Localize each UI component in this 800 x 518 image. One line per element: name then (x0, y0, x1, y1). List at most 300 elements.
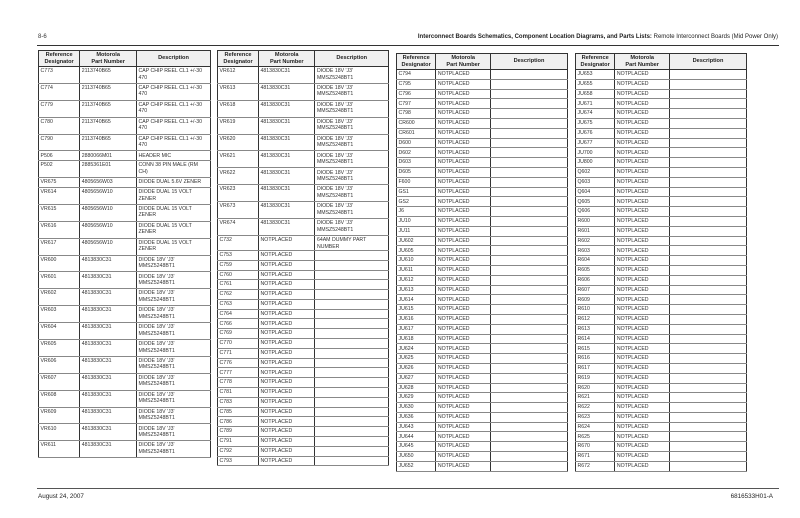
cell-description: CAP CHIP REEL CL1 +/-30 470 (137, 67, 211, 84)
cell-part-number: NOTPLACED (615, 216, 670, 226)
table-header-row (218, 51, 389, 67)
cell-description (491, 128, 568, 138)
table-row (576, 128, 747, 138)
cell-description (491, 167, 568, 177)
cell-description (670, 70, 747, 80)
cell-reference-designator: GS1 (397, 187, 436, 197)
cell-description (491, 158, 568, 168)
table-row (397, 148, 568, 158)
table-row (397, 314, 568, 324)
cell-description (491, 285, 568, 295)
col-header-reference-designator: Reference Designator (576, 54, 615, 70)
cell-reference-designator: R616 (576, 354, 615, 364)
footer-date: August 24, 2007 (38, 493, 84, 500)
cell-part-number: NOTPLACED (615, 148, 670, 158)
cell-reference-designator: JU627 (397, 373, 436, 383)
table-row (397, 158, 568, 168)
cell-description (670, 373, 747, 383)
cell-reference-designator: VR607 (39, 373, 80, 390)
table-row (576, 118, 747, 128)
cell-description (670, 383, 747, 393)
cell-part-number: NOTPLACED (436, 344, 491, 354)
table-row (576, 197, 747, 207)
table-row (576, 79, 747, 89)
table-row (397, 89, 568, 99)
parts-table-3 (396, 53, 568, 472)
cell-description: DIODE 18V 'J3' MMSZ5248BT1 (137, 373, 211, 390)
cell-reference-designator: JU629 (397, 393, 436, 403)
cell-part-number: NOTPLACED (436, 324, 491, 334)
cell-reference-designator: C766 (218, 319, 259, 329)
cell-description (670, 216, 747, 226)
cell-part-number: NOTPLACED (615, 158, 670, 168)
table-row (397, 128, 568, 138)
cell-reference-designator: C791 (218, 437, 259, 447)
cell-reference-designator: JU624 (397, 344, 436, 354)
cell-reference-designator: VR619 (218, 117, 259, 134)
table-row (39, 238, 211, 255)
cell-part-number: NOTPLACED (259, 368, 315, 378)
table-row (218, 260, 389, 270)
cell-part-number: NOTPLACED (436, 216, 491, 226)
cell-description: HEADER MIC (137, 151, 211, 161)
cell-part-number: 4813830C31 (259, 117, 315, 134)
cell-part-number: NOTPLACED (615, 383, 670, 393)
cell-description (670, 422, 747, 432)
table-row (576, 207, 747, 217)
cell-reference-designator: R622 (576, 403, 615, 413)
col-header-part-number: Motorola Part Number (259, 51, 315, 67)
cell-description (315, 290, 389, 300)
cell-part-number: NOTPLACED (436, 89, 491, 99)
table-row (397, 334, 568, 344)
cell-reference-designator: C770 (218, 339, 259, 349)
cell-reference-designator: C794 (397, 70, 436, 80)
table-row (397, 373, 568, 383)
cell-part-number: NOTPLACED (615, 226, 670, 236)
cell-description (491, 412, 568, 422)
cell-reference-designator: R613 (576, 324, 615, 334)
cell-description: DIODE 18V 'J3' MMSZ5248BT1 (315, 168, 389, 185)
cell-reference-designator: VR623 (218, 185, 259, 202)
table-row (39, 221, 211, 238)
cell-description (670, 324, 747, 334)
cell-description (315, 417, 389, 427)
table-row (218, 219, 389, 236)
table-row (576, 314, 747, 324)
cell-part-number: 4813830C31 (259, 134, 315, 151)
cell-description (491, 295, 568, 305)
cell-part-number: NOTPLACED (615, 422, 670, 432)
cell-part-number: 4805656W10 (80, 187, 137, 204)
cell-description (491, 354, 568, 364)
cell-part-number: NOTPLACED (259, 260, 315, 270)
table-row (397, 226, 568, 236)
table-row (218, 117, 389, 134)
cell-reference-designator: D600 (397, 138, 436, 148)
cell-part-number: NOTPLACED (615, 461, 670, 471)
table-row (218, 100, 389, 117)
table-row (39, 100, 211, 117)
cell-reference-designator: C783 (218, 397, 259, 407)
table-row (397, 461, 568, 471)
table-row (576, 70, 747, 80)
table-row (576, 109, 747, 119)
table-row (576, 354, 747, 364)
cell-part-number: NOTPLACED (615, 305, 670, 315)
cell-reference-designator: JU675 (576, 118, 615, 128)
cell-part-number: NOTPLACED (615, 167, 670, 177)
table-row (218, 339, 389, 349)
cell-part-number: NOTPLACED (615, 89, 670, 99)
cell-part-number: NOTPLACED (436, 187, 491, 197)
cell-description: DIODE DUAL 15 VOLT ZENER (137, 204, 211, 221)
table-row (576, 305, 747, 315)
cell-description (315, 456, 389, 466)
cell-reference-designator: JU11 (397, 226, 436, 236)
cell-reference-designator: Q606 (576, 207, 615, 217)
cell-description (670, 177, 747, 187)
cell-description (670, 256, 747, 266)
table-row (397, 432, 568, 442)
cell-description: DIODE 18V 'J3' MMSZ5248BT1 (315, 67, 389, 84)
cell-description: DIODE 18V 'J3' MMSZ5248BT1 (137, 289, 211, 306)
cell-description (315, 270, 389, 280)
table-row (397, 79, 568, 89)
cell-description (491, 393, 568, 403)
cell-reference-designator: C789 (218, 427, 259, 437)
col-header-description: Description (315, 51, 389, 67)
cell-description (491, 79, 568, 89)
cell-reference-designator: D603 (397, 158, 436, 168)
cell-description (670, 207, 747, 217)
cell-part-number: NOTPLACED (615, 99, 670, 109)
cell-reference-designator: VR611 (39, 441, 80, 458)
cell-reference-designator: C793 (218, 456, 259, 466)
cell-description (670, 99, 747, 109)
table-row (218, 235, 389, 250)
table-row (576, 187, 747, 197)
cell-reference-designator: J6 (397, 207, 436, 217)
cell-reference-designator: VR674 (218, 219, 259, 236)
cell-reference-designator: VR614 (39, 187, 80, 204)
cell-reference-designator: JU614 (397, 295, 436, 305)
cell-reference-designator: VR622 (218, 168, 259, 185)
cell-reference-designator: R603 (576, 246, 615, 256)
cell-description: DIODE DUAL 15 VOLT ZENER (137, 238, 211, 255)
table-row (39, 323, 211, 340)
cell-part-number: 4813830C31 (80, 424, 137, 441)
cell-reference-designator: Q602 (576, 167, 615, 177)
cell-reference-designator: P502 (39, 161, 80, 178)
table-row (397, 177, 568, 187)
cell-part-number: NOTPLACED (615, 334, 670, 344)
cell-reference-designator: JU615 (397, 305, 436, 315)
cell-reference-designator: JU644 (397, 432, 436, 442)
table-row (39, 178, 211, 188)
cell-reference-designator: GS2 (397, 197, 436, 207)
table-row (576, 363, 747, 373)
cell-part-number: NOTPLACED (259, 437, 315, 447)
cell-description (315, 437, 389, 447)
cell-reference-designator: VR610 (39, 424, 80, 441)
table-row (576, 452, 747, 462)
cell-description (315, 329, 389, 339)
table-row (397, 236, 568, 246)
cell-description: DIODE DUAL 5.6V ZENER (137, 178, 211, 188)
cell-part-number: 4813830C31 (259, 151, 315, 168)
table-row (218, 168, 389, 185)
page-header-title (418, 34, 778, 40)
cell-reference-designator: R624 (576, 422, 615, 432)
cell-description (491, 265, 568, 275)
cell-description: DIODE DUAL 15 VOLT ZENER (137, 221, 211, 238)
cell-reference-designator: Q605 (576, 197, 615, 207)
cell-description: CAP CHIP REEL CL1 +/-30 470 (137, 100, 211, 117)
cell-description (491, 89, 568, 99)
cell-description (491, 256, 568, 266)
cell-part-number: NOTPLACED (259, 299, 315, 309)
cell-reference-designator: VR603 (39, 306, 80, 323)
cell-part-number: NOTPLACED (436, 442, 491, 452)
cell-reference-designator: R601 (576, 226, 615, 236)
cell-reference-designator: JU671 (576, 99, 615, 109)
table-row (397, 256, 568, 266)
cell-reference-designator: R617 (576, 363, 615, 373)
cell-part-number: 4813830C31 (80, 441, 137, 458)
cell-part-number: NOTPLACED (436, 412, 491, 422)
cell-part-number: NOTPLACED (436, 461, 491, 471)
table-row (576, 148, 747, 158)
cell-description (670, 354, 747, 364)
table-row (39, 356, 211, 373)
table-row (218, 134, 389, 151)
cell-description (315, 407, 389, 417)
cell-reference-designator: R671 (576, 452, 615, 462)
cell-reference-designator: C763 (218, 299, 259, 309)
table-row (39, 390, 211, 407)
col-header-description: Description (491, 54, 568, 70)
cell-part-number: 4813830C31 (80, 356, 137, 373)
table-row (576, 403, 747, 413)
cell-part-number: NOTPLACED (436, 422, 491, 432)
cell-reference-designator: R602 (576, 236, 615, 246)
cell-reference-designator: CR600 (397, 118, 436, 128)
cell-reference-designator: VR612 (218, 67, 259, 84)
cell-part-number: NOTPLACED (436, 373, 491, 383)
cell-description (670, 167, 747, 177)
cell-reference-designator: C774 (39, 83, 80, 100)
col-header-description: Description (670, 54, 747, 70)
cell-reference-designator: VR618 (218, 100, 259, 117)
cell-reference-designator: P506 (39, 151, 80, 161)
cell-description (315, 397, 389, 407)
cell-reference-designator: R609 (576, 295, 615, 305)
table-row (397, 187, 568, 197)
cell-reference-designator: JU617 (397, 324, 436, 334)
cell-part-number: NOTPLACED (615, 442, 670, 452)
cell-part-number: NOTPLACED (436, 70, 491, 80)
table-row (39, 306, 211, 323)
cell-part-number: NOTPLACED (615, 265, 670, 275)
cell-description: DIODE 18V 'J3' MMSZ5248BT1 (137, 339, 211, 356)
cell-description: DIODE 18V 'J3' MMSZ5248BT1 (137, 390, 211, 407)
cell-part-number: NOTPLACED (615, 197, 670, 207)
table-row (576, 236, 747, 246)
cell-description (491, 99, 568, 109)
cell-description (491, 383, 568, 393)
cell-part-number: 4813830C31 (259, 67, 315, 84)
cell-description: DIODE 18V 'J3' MMSZ5248BT1 (315, 202, 389, 219)
header-title-bold: Interconnect Boards Schematics, Component Location Diagrams, and Parts Lists: (417, 34, 652, 40)
cell-part-number: NOTPLACED (259, 388, 315, 398)
cell-description (315, 427, 389, 437)
cell-part-number: NOTPLACED (436, 138, 491, 148)
table-row (218, 319, 389, 329)
footer-rule (37, 488, 779, 489)
cell-reference-designator: C773 (39, 67, 80, 84)
table-row (39, 204, 211, 221)
cell-reference-designator: VR613 (218, 83, 259, 100)
cell-description: DIODE 18V 'J3' MMSZ5248BT1 (315, 151, 389, 168)
cell-reference-designator: VR609 (39, 407, 80, 424)
cell-part-number: NOTPLACED (615, 256, 670, 266)
cell-reference-designator: C798 (397, 109, 436, 119)
cell-part-number: NOTPLACED (259, 319, 315, 329)
table-row (576, 461, 747, 471)
table-row (39, 134, 211, 151)
table-row (39, 151, 211, 161)
table-row (397, 167, 568, 177)
cell-part-number: NOTPLACED (436, 354, 491, 364)
table-row (39, 424, 211, 441)
cell-reference-designator: JU613 (397, 285, 436, 295)
table-row (397, 383, 568, 393)
cell-description (315, 388, 389, 398)
cell-description (491, 403, 568, 413)
table-row (39, 161, 211, 178)
table-row (218, 388, 389, 398)
cell-reference-designator: C796 (397, 89, 436, 99)
cell-part-number: NOTPLACED (615, 275, 670, 285)
table-row (218, 151, 389, 168)
cell-description (491, 373, 568, 383)
table-row (397, 118, 568, 128)
header-title-normal: Remote Interconnect Boards (Mid Power Only) (653, 34, 778, 40)
table-row (218, 368, 389, 378)
cell-reference-designator: R612 (576, 314, 615, 324)
cell-reference-designator: C753 (218, 250, 259, 260)
cell-description (670, 452, 747, 462)
cell-part-number: 2113740B65 (80, 134, 137, 151)
cell-part-number: NOTPLACED (436, 167, 491, 177)
cell-reference-designator: R605 (576, 265, 615, 275)
cell-part-number: NOTPLACED (615, 70, 670, 80)
cell-description (491, 324, 568, 334)
table-row (218, 358, 389, 368)
table-row (218, 456, 389, 466)
cell-part-number: NOTPLACED (259, 397, 315, 407)
cell-part-number: NOTPLACED (436, 246, 491, 256)
cell-reference-designator: C759 (218, 260, 259, 270)
cell-description (315, 260, 389, 270)
cell-reference-designator: C760 (218, 270, 259, 280)
cell-description (491, 442, 568, 452)
table-row (397, 70, 568, 80)
cell-reference-designator: R625 (576, 432, 615, 442)
cell-reference-designator: VR604 (39, 323, 80, 340)
cell-reference-designator: C785 (218, 407, 259, 417)
cell-description: DIODE 18V 'J3' MMSZ5248BT1 (315, 117, 389, 134)
cell-part-number: NOTPLACED (436, 177, 491, 187)
cell-part-number: NOTPLACED (615, 138, 670, 148)
cell-reference-designator: C778 (218, 378, 259, 388)
cell-part-number: NOTPLACED (436, 452, 491, 462)
cell-reference-designator: VR621 (218, 151, 259, 168)
cell-description (670, 138, 747, 148)
cell-part-number: NOTPLACED (259, 270, 315, 280)
col-header-reference-designator: Reference Designator (397, 54, 436, 70)
cell-description (491, 246, 568, 256)
table-row (39, 67, 211, 84)
cell-reference-designator: Q603 (576, 177, 615, 187)
cell-reference-designator: R604 (576, 256, 615, 266)
cell-reference-designator: R610 (576, 305, 615, 315)
cell-description: DIODE 18V 'J3' MMSZ5248BT1 (137, 407, 211, 424)
cell-description (670, 442, 747, 452)
cell-reference-designator: C792 (218, 446, 259, 456)
cell-part-number: NOTPLACED (615, 393, 670, 403)
table-row (397, 363, 568, 373)
cell-description (670, 109, 747, 119)
table-row (218, 446, 389, 456)
table-row (218, 407, 389, 417)
cell-reference-designator: JU652 (397, 461, 436, 471)
cell-part-number: NOTPLACED (436, 109, 491, 119)
cell-description (315, 368, 389, 378)
cell-reference-designator: VR675 (39, 178, 80, 188)
cell-part-number: NOTPLACED (259, 250, 315, 260)
table-row (576, 324, 747, 334)
cell-description (670, 197, 747, 207)
col-header-reference-designator: Reference Designator (218, 51, 259, 67)
table-header-row (576, 54, 747, 70)
cell-part-number: NOTPLACED (436, 158, 491, 168)
table-row (576, 167, 747, 177)
cell-part-number: NOTPLACED (615, 403, 670, 413)
cell-description (491, 187, 568, 197)
cell-description (670, 79, 747, 89)
cell-description: DIODE 18V 'J3' MMSZ5248BT1 (137, 272, 211, 289)
cell-reference-designator: C761 (218, 280, 259, 290)
col-header-part-number: Motorola Part Number (436, 54, 491, 70)
cell-part-number: NOTPLACED (615, 118, 670, 128)
cell-part-number: NOTPLACED (436, 148, 491, 158)
cell-description (491, 275, 568, 285)
cell-part-number: 4805656W10 (80, 204, 137, 221)
table-row (218, 185, 389, 202)
table-row (218, 202, 389, 219)
cell-part-number: NOTPLACED (615, 109, 670, 119)
cell-part-number: NOTPLACED (615, 452, 670, 462)
cell-description (491, 344, 568, 354)
col-header-part-number: Motorola Part Number (80, 51, 137, 67)
cell-description (670, 344, 747, 354)
cell-description: DIODE 18V 'J3' MMSZ5248BT1 (137, 424, 211, 441)
header-rule (37, 45, 779, 46)
table-row (397, 216, 568, 226)
cell-part-number: NOTPLACED (615, 207, 670, 217)
